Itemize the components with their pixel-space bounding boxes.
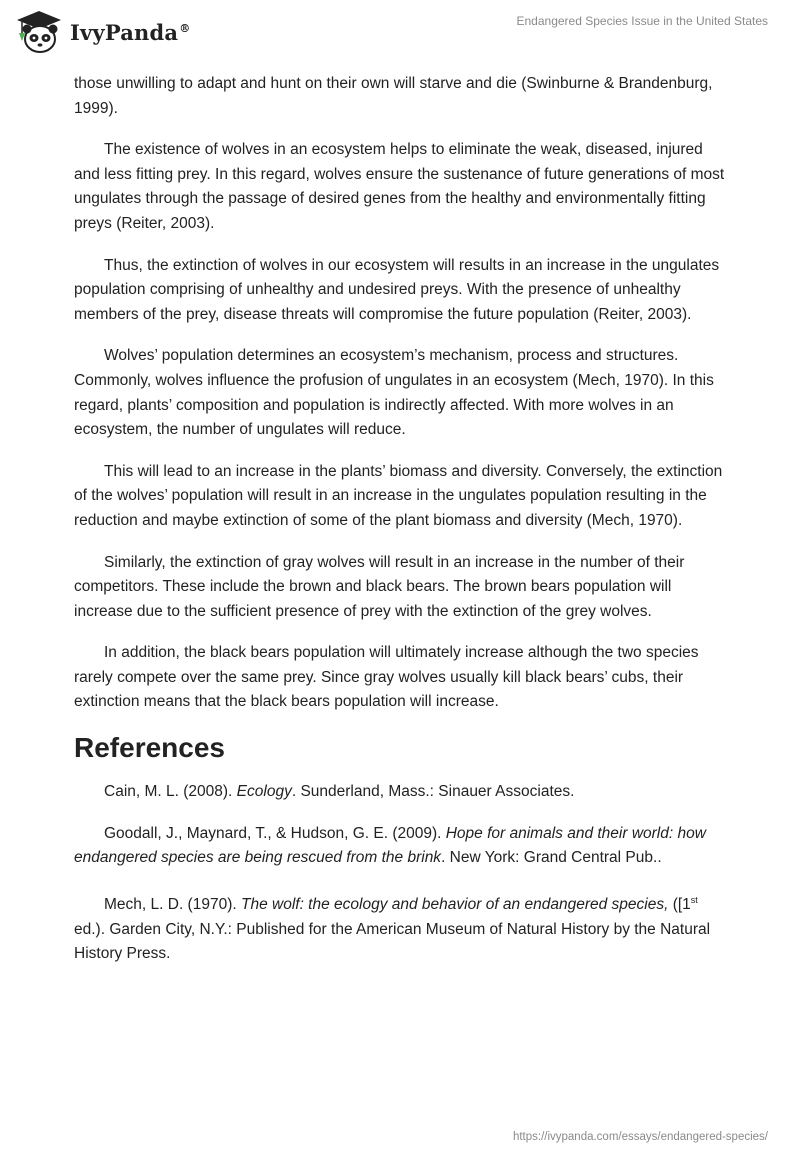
- references-heading: References: [74, 732, 225, 764]
- panda-graduate-icon: [14, 9, 64, 55]
- paragraph: This will lead to an increase in the plants’ biomass and diversity. Conversely, the extinction of the wolves’ population will result in an increase in the ungulates population resulting in the reduction and maybe extinction of some of the plant biomass and diversity (Mech, 1970).: [74, 462, 723, 529]
- source-url[interactable]: https://ivypanda.com/essays/endangered-species/: [512, 1131, 768, 1143]
- paragraph: those unwilling to adapt and hunt on their own will starve and die (Swinburne & Brandenburg, 1999).: [74, 75, 713, 117]
- reference-item: Cain, M. L. (2008). Ecology. Sunderland, Mass.: Sinauer Associates.: [104, 783, 575, 801]
- brand-name: IvyPanda®: [70, 19, 191, 45]
- reference-item: Mech, L. D. (1970). The wolf: the ecology and behavior of an endangered species, ([1st ed.). Garden City, N.Y.: Published for the American Museum of Natural History by the Natural History Press.: [74, 894, 711, 963]
- document-title: Endangered Species Issue in the United States: [516, 14, 768, 28]
- reference-item: Goodall, J., Maynard, T., & Hudson, G. E. (2009). Hope for animals and their world: how endangered species are being rescued from the brink. New York: Grand Central Pub..: [74, 824, 706, 867]
- paragraph: The existence of wolves in an ecosystem helps to eliminate the weak, diseased, injured and less fitting prey. In this regard, wolves ensure the sustenance of future generations of most ungulates through the passage of desired genes from the healthy and environmentally fitting preys (Reiter, 2003).: [74, 141, 725, 232]
- paragraph: Thus, the extinction of wolves in our ecosystem will results in an increase in the ungulates population comprising of unhealthy and undesired preys. With the presence of unhealthy members of the prey, disease threats will compromise the future population (Reiter, 2003).: [74, 256, 720, 323]
- paragraph: Similarly, the extinction of gray wolves will result in an increase in the number of their competitors. These include the brown and black bears. The brown bears population will increase due to the sufficient presence of prey with the extinction of the grey wolves.: [74, 553, 685, 620]
- paragraph: In addition, the black bears population will ultimately increase although the two species rarely compete over the same prey. Since gray wolves usually kill black bears’ cubs, their extinction means that the black bears population will increase.: [74, 644, 699, 711]
- essay-body: [74, 72, 729, 984]
- paragraph: Wolves’ population determines an ecosystem’s mechanism, process and structures. Commonly, wolves influence the profusion of ungulates in an ecosystem (Mech, 1970). In this regard, plants’ composition and population is indirectly affected. With more wolves in an ecosystem, the number of ungulates will reduce.: [74, 347, 714, 439]
- ivypanda-logo[interactable]: [14, 6, 190, 58]
- page-header: [0, 0, 800, 62]
